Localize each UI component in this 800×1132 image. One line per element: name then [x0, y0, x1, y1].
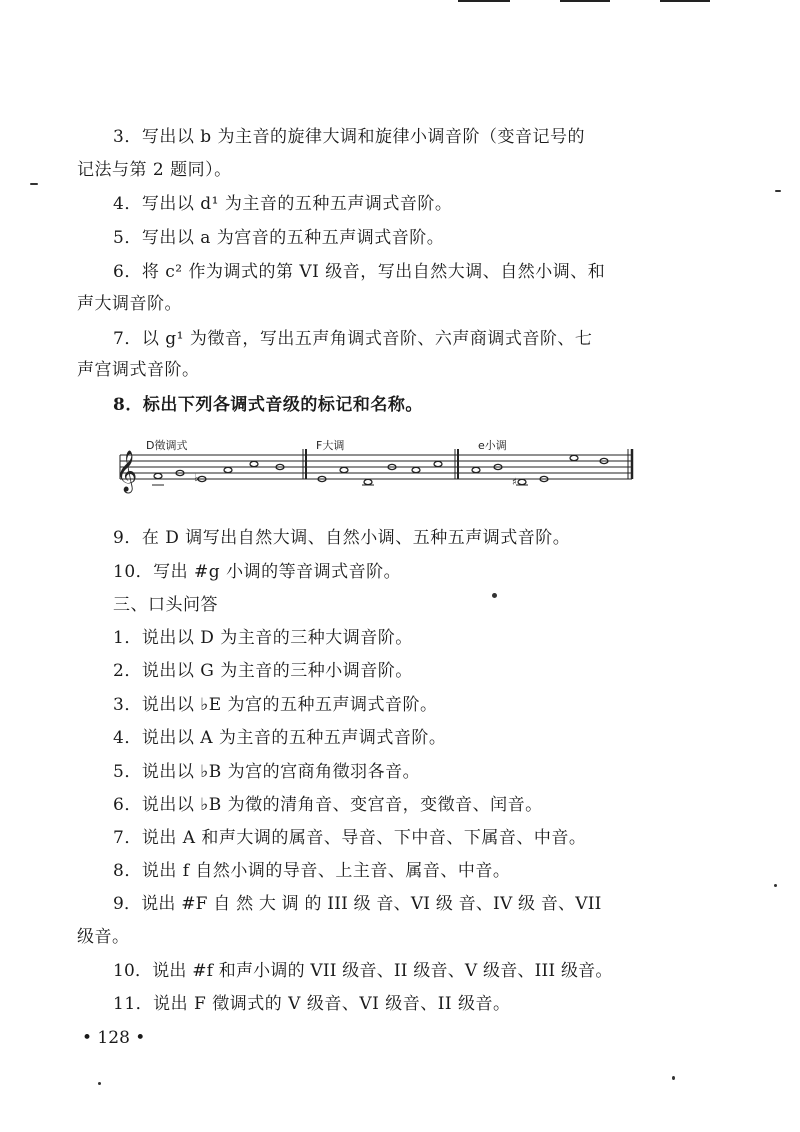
scan-speck	[774, 884, 777, 887]
exercise-6-line2: 声大调音阶。	[77, 294, 182, 314]
exercise-5: 5．写出以 a 为宫音的五种五声调式音阶。	[113, 228, 445, 248]
note	[412, 467, 420, 472]
note	[154, 473, 162, 478]
top-rule-2	[560, 0, 610, 2]
staff-label-f-major: F大调	[316, 439, 345, 452]
top-rule-1	[458, 0, 510, 2]
treble-clef: 𝄞	[116, 451, 138, 492]
exercise-7-line1: 7．以 g¹ 为徵音，写出五声角调式音阶、六声商调式音阶、七	[113, 329, 593, 349]
note	[518, 479, 526, 484]
top-rule-3	[660, 0, 710, 2]
exercise-8: 8．标出下列各调式音级的标记和名称。	[113, 395, 423, 415]
oral-11: 11．说出 F 徵调式的 V 级音、VI 级音、II 级音。	[113, 994, 511, 1014]
oral-2: 2．说出以 G 为主音的三种小调音阶。	[113, 661, 413, 681]
note	[340, 467, 348, 472]
oral-9-line2: 级音。	[77, 927, 130, 947]
music-staff-example	[110, 437, 650, 497]
exercise-4: 4．写出以 d¹ 为主音的五种五声调式音阶。	[113, 194, 453, 214]
scan-speck	[775, 190, 781, 192]
note	[250, 461, 258, 466]
scan-speck	[672, 1076, 675, 1080]
oral-4: 4．说出以 A 为主音的五种五声调式音阶。	[113, 728, 447, 748]
oral-7: 7．说出 A 和声大调的属音、导音、下中音、下属音、中音。	[113, 828, 587, 848]
oral-8: 8．说出 f 自然小调的导音、上主音、属音、中音。	[113, 861, 511, 881]
page-number: • 128 •	[82, 1028, 146, 1048]
exercise-7-line2: 声宫调式音阶。	[77, 360, 200, 380]
sharp-sign: ♯	[512, 477, 517, 488]
note	[472, 467, 480, 472]
oral-3: 3．说出以 ♭E 为宫的五种五声调式音阶。	[113, 695, 438, 715]
scan-speck	[492, 593, 497, 598]
oral-9-line1: 9．说出 #F 自 然 大 调 的 III 级 音、VI 级 音、IV 级 音、VII	[113, 894, 602, 914]
exercise-10: 10．写出 #g 小调的等音调式音阶。	[113, 562, 402, 582]
exercise-3-line1: 3．写出以 b 为主音的旋律大调和旋律小调音阶（变音记号的	[113, 127, 586, 147]
exercise-3-line2: 记法与第 2 题同）。	[77, 160, 232, 180]
staff-label-e-minor: e小调	[478, 439, 507, 452]
oral-6: 6．说出以 ♭B 为徵的清角音、变宫音，变徵音、闰音。	[113, 795, 543, 815]
exercise-6-line1: 6．将 c² 作为调式的第 VI 级音，写出自然大调、自然小调、和	[113, 262, 606, 282]
note	[570, 455, 578, 460]
note	[224, 467, 232, 472]
exercise-9: 9．在 D 调写出自然大调、自然小调、五种五声调式音阶。	[113, 528, 571, 548]
note	[364, 479, 372, 484]
oral-10: 10．说出 #f 和声小调的 VII 级音、II 级音、V 级音、III 级音。	[113, 961, 613, 981]
flat-sign: ♭	[194, 473, 199, 484]
scan-speck	[98, 1082, 101, 1085]
scan-speck	[30, 183, 38, 185]
oral-5: 5．说出以 ♭B 为宫的宫商角徵羽各音。	[113, 762, 421, 782]
note	[434, 461, 442, 466]
section-3-heading: 三、口头问答	[113, 595, 218, 615]
staff-label-d-zhi: D徵调式	[146, 439, 188, 452]
oral-1: 1．说出以 D 为主音的三种大调音阶。	[113, 628, 413, 648]
